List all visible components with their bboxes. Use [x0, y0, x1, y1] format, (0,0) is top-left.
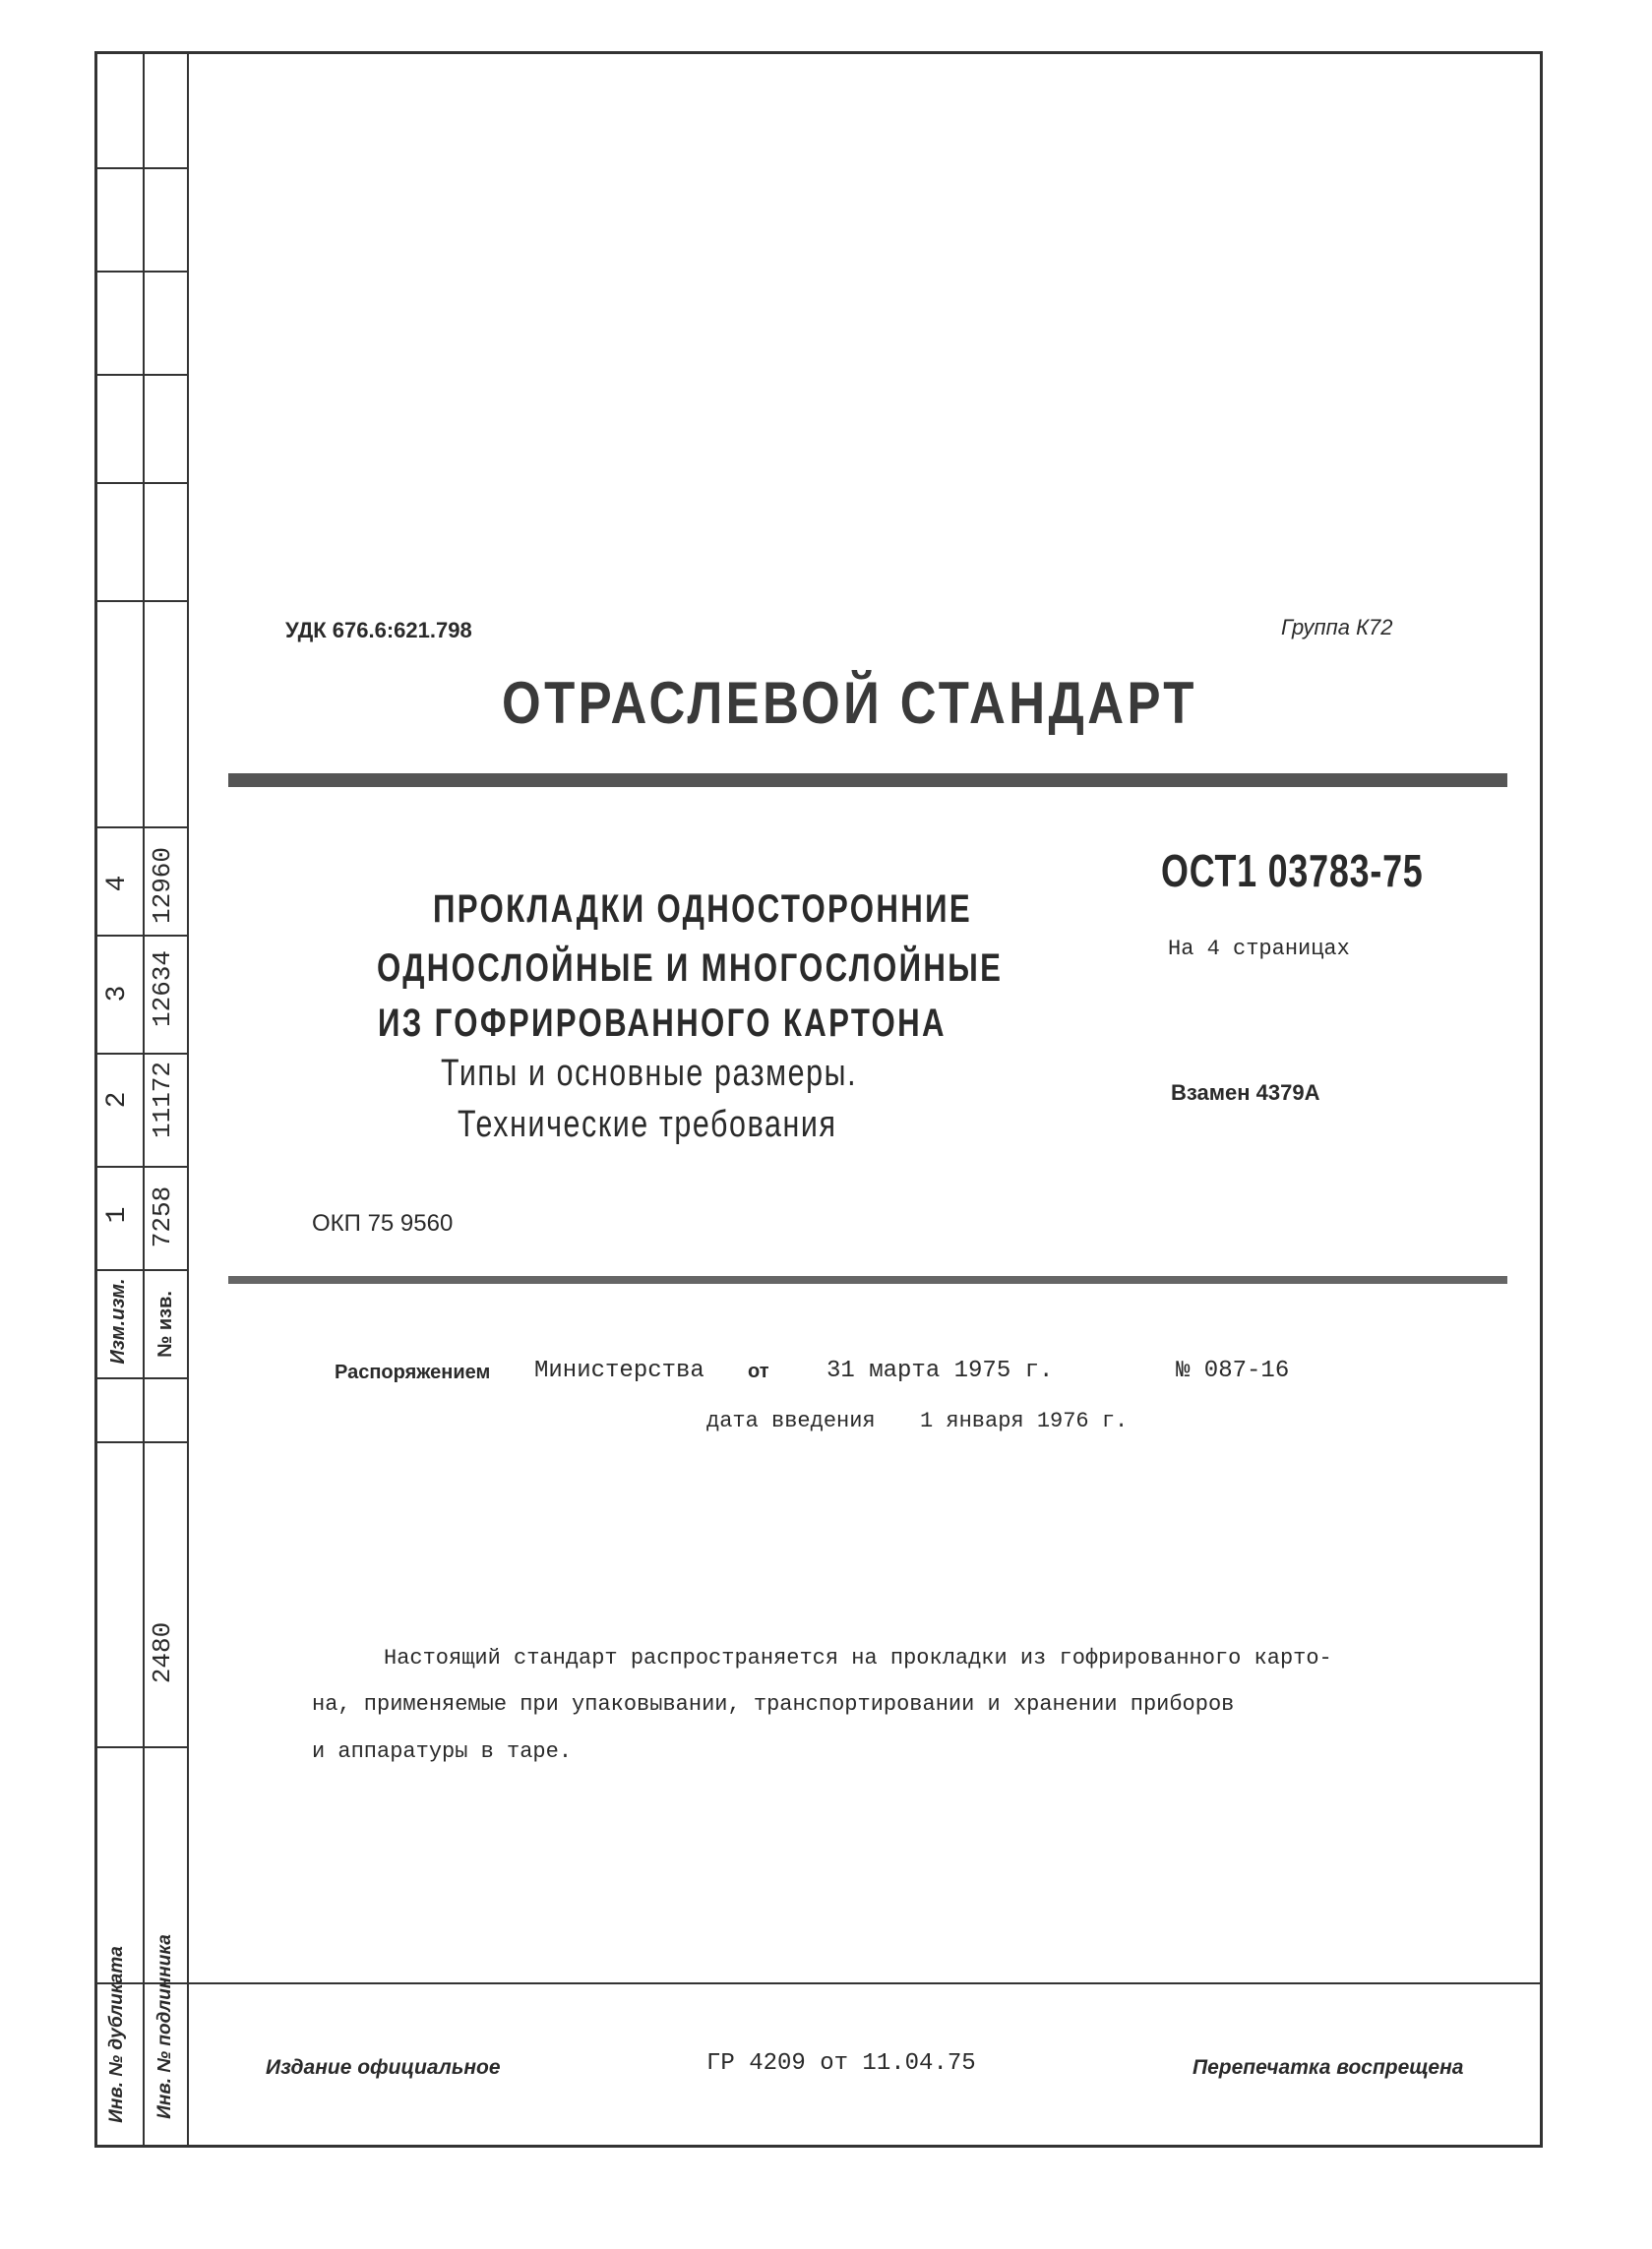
page-count: На 4 страницах — [1168, 937, 1350, 961]
subject-line-5: Технические требования — [458, 1104, 837, 1145]
order-ministry: Министерства — [534, 1358, 704, 1384]
side-grid-line — [97, 482, 187, 484]
body-line-1: Настоящий стандарт распространяется на прокладки из гофрированного карто- — [384, 1646, 1332, 1671]
frame-top — [94, 51, 1543, 54]
notice-12960: 12960 — [148, 847, 177, 925]
frame-bottom — [94, 2145, 1543, 2148]
order-date: 31 марта 1975 г. — [826, 1358, 1054, 1384]
group-code: Группа К72 — [1281, 615, 1393, 639]
side-column-divider-2 — [187, 51, 189, 2148]
subject-line-1: ПРОКЛАДКИ ОДНОСТОРОННИЕ — [433, 887, 973, 931]
footer-official-edition: Издание официальное — [266, 2056, 501, 2079]
header-rule — [228, 773, 1507, 787]
standard-code: ОСТ1 03783-75 — [1161, 845, 1424, 896]
udk-code: УДК 676.6:621.798 — [285, 618, 472, 642]
change-2: 2 — [102, 1091, 133, 1109]
side-grid-line — [97, 1982, 1540, 1984]
notice-7258: 7258 — [148, 1185, 177, 1248]
label-original-inventory: Инв. № подлинника — [154, 1934, 175, 2119]
side-grid-line — [97, 374, 187, 376]
side-grid-line — [97, 1441, 187, 1443]
side-grid-line — [97, 600, 187, 602]
page-title: ОТРАСЛЕВОЙ СТАНДАРТ — [502, 670, 1197, 736]
stamp-number: 2480 — [148, 1621, 177, 1684]
label-notice-number: № изв. — [154, 1291, 176, 1358]
okp-code: ОКП 75 9560 — [312, 1210, 454, 1237]
change-3: 3 — [102, 985, 133, 1003]
body-line-2: на, применяемые при упаковывании, транспортировании и хранении приборов — [312, 1692, 1235, 1717]
intro-date: 1 января 1976 г. — [920, 1409, 1129, 1433]
notice-12634: 12634 — [148, 950, 177, 1028]
subject-rule — [228, 1276, 1507, 1284]
change-1: 1 — [102, 1206, 133, 1224]
order-by: Распоряжением — [335, 1362, 491, 1383]
order-number: № 087-16 — [1176, 1358, 1290, 1384]
label-duplicate-inventory: Инв. № дубликата — [106, 1946, 127, 2123]
intro-label: дата введения — [706, 1409, 876, 1433]
order-from: от — [748, 1361, 769, 1382]
frame-left — [94, 51, 97, 2148]
label-change-number: Изм.изм. — [107, 1278, 129, 1365]
side-grid-line — [97, 167, 187, 169]
subject-line-3: ИЗ ГОФРИРОВАННОГО КАРТОНА — [378, 1002, 947, 1045]
subject-line-4: Типы и основные размеры. — [441, 1053, 858, 1094]
notice-11172: 11172 — [148, 1062, 177, 1139]
change-4: 4 — [102, 875, 133, 892]
body-line-3: и аппаратуры в таре. — [312, 1739, 573, 1764]
frame-right — [1540, 51, 1543, 2148]
side-grid-line — [97, 271, 187, 273]
replaces-note: Взамен 4379А — [1171, 1080, 1320, 1105]
footer-registration: ГР 4209 от 11.04.75 — [706, 2050, 976, 2077]
subject-line-2: ОДНОСЛОЙНЫЕ И МНОГОСЛОЙНЫЕ — [377, 946, 1004, 990]
side-grid-line — [97, 1746, 187, 1748]
footer-reprint-prohibited: Перепечатка воспрещена — [1193, 2056, 1464, 2079]
